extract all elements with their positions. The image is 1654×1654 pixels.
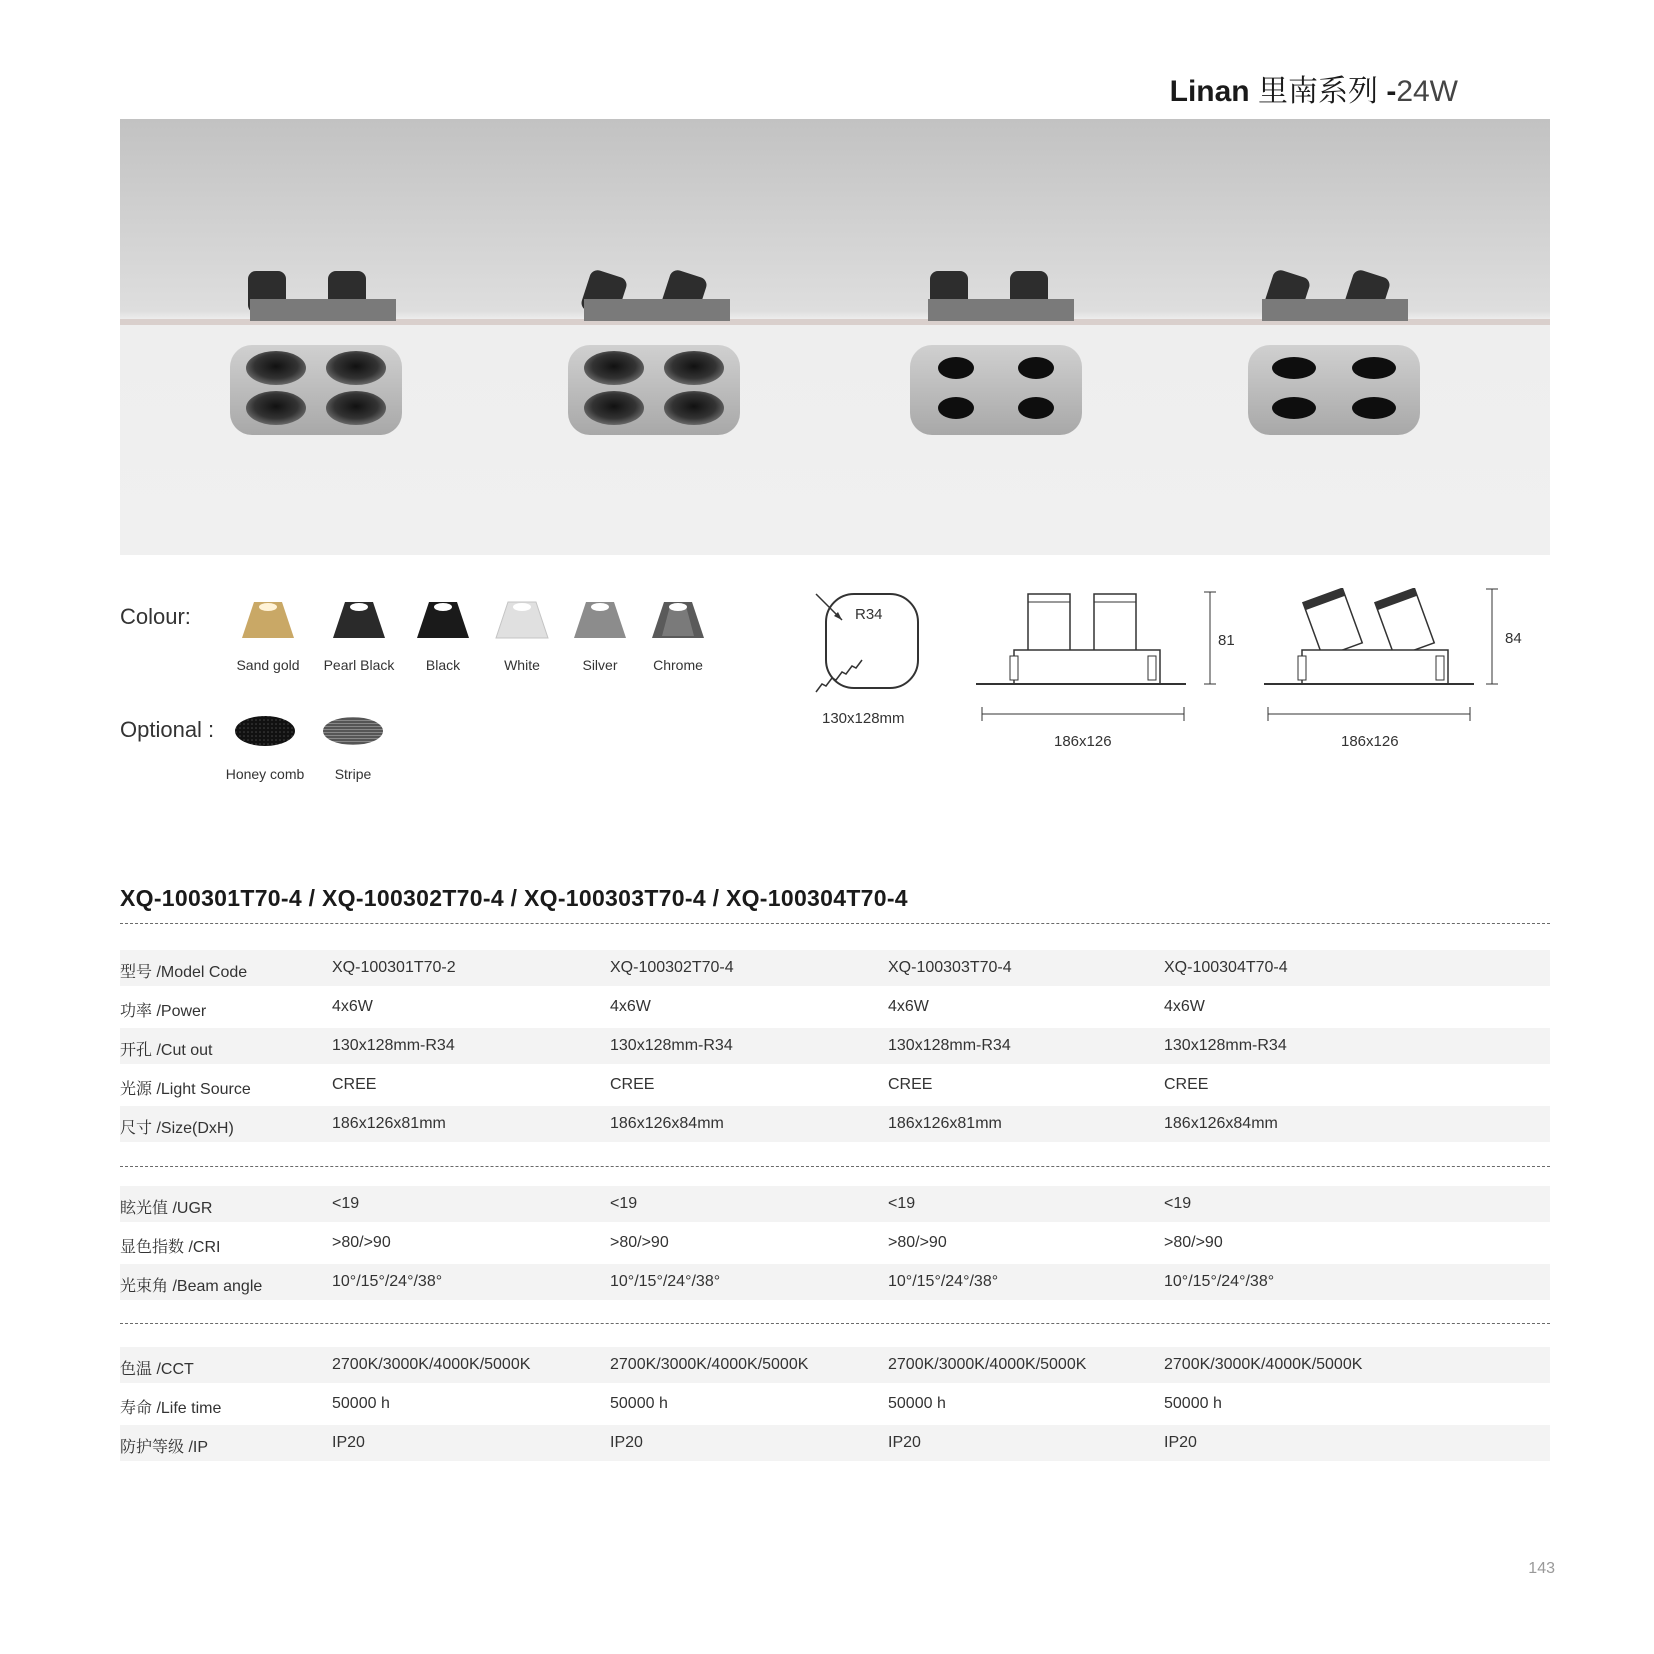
cell-value: 186x126x84mm <box>610 1115 724 1132</box>
cutout-diagram <box>812 588 922 700</box>
optional-item-label: Honey comb <box>225 766 305 782</box>
cell-value: 50000 h <box>332 1395 390 1412</box>
cell-value: XQ-100302T70-4 <box>610 959 734 976</box>
colour-label: Colour: <box>120 604 191 629</box>
cell-value: 4x6W <box>610 998 651 1015</box>
title-power: 24W <box>1396 75 1458 108</box>
cell-value: 186x126x84mm <box>1164 1115 1278 1132</box>
cell-value: 50000 h <box>888 1395 946 1412</box>
cell-value: 4x6W <box>888 998 929 1015</box>
page-number: 143 <box>1528 1560 1555 1577</box>
cell-value: 10°/15°/24°/38° <box>888 1273 999 1290</box>
cell-value: 2700K/3000K/4000K/5000K <box>610 1356 809 1373</box>
swatch-silver-icon <box>572 598 628 642</box>
table-row <box>120 989 1550 1025</box>
row-label: 功率 /Power <box>120 1003 207 1020</box>
cell-value: XQ-100304T70-4 <box>1164 959 1288 976</box>
table-row <box>120 1425 1550 1461</box>
table-row <box>120 1386 1550 1422</box>
row-label: 防护等级 /IP <box>120 1439 209 1456</box>
divider <box>120 1323 1550 1324</box>
cell-value: 2700K/3000K/4000K/5000K <box>1164 1356 1363 1373</box>
swatch-chrome-icon <box>650 598 706 642</box>
stripe-icon <box>322 714 384 748</box>
table-row <box>120 1106 1550 1142</box>
cell-value: >80/>90 <box>888 1234 947 1251</box>
cell-value: CREE <box>1164 1076 1209 1093</box>
cell-value: 186x126x81mm <box>332 1115 446 1132</box>
cell-value: 4x6W <box>332 998 373 1015</box>
cell-value: <19 <box>332 1195 360 1212</box>
cell-value: 10°/15°/24°/38° <box>610 1273 721 1290</box>
cell-value: 10°/15°/24°/38° <box>332 1273 443 1290</box>
cell-value: IP20 <box>888 1434 921 1451</box>
table-row <box>120 1264 1550 1300</box>
cell-value: CREE <box>332 1076 377 1093</box>
row-label: 尺寸 /Size(DxH) <box>120 1120 234 1137</box>
divider <box>120 1166 1550 1167</box>
side-view-fixed <box>976 588 1226 708</box>
optional-item-label: Stripe <box>334 766 372 782</box>
series-name: Linan <box>1169 75 1250 108</box>
cell-value: >80/>90 <box>332 1234 391 1251</box>
height-label-1: 81 <box>1218 632 1235 649</box>
row-label: 眩光值 /UGR <box>120 1200 213 1217</box>
row-label: 开孔 /Cut out <box>120 1042 213 1059</box>
cell-value: XQ-100301T70-2 <box>332 959 456 976</box>
cell-value: 130x128mm-R34 <box>332 1037 455 1054</box>
cell-value: 10°/15°/24°/38° <box>1164 1273 1275 1290</box>
cell-value: 4x6W <box>1164 998 1205 1015</box>
divider <box>120 923 1550 924</box>
honeycomb-icon <box>234 714 296 748</box>
cell-value: IP20 <box>332 1434 365 1451</box>
cell-value: 186x126x81mm <box>888 1115 1002 1132</box>
swatch-pearl-black-icon <box>331 598 387 642</box>
cell-value: CREE <box>888 1076 933 1093</box>
cell-value: 2700K/3000K/4000K/5000K <box>888 1356 1087 1373</box>
cell-value: IP20 <box>1164 1434 1197 1451</box>
models-heading: XQ-100301T70-4 / XQ-100302T70-4 / XQ-100303T70-4 / XQ-100304T70-4 <box>120 885 908 911</box>
cell-value: <19 <box>1164 1195 1192 1212</box>
cell-value: CREE <box>610 1076 655 1093</box>
swatch-label: Chrome <box>653 657 703 673</box>
optional-label: Optional : <box>120 717 215 742</box>
cell-value: IP20 <box>610 1434 643 1451</box>
swatch-label: Black <box>425 657 461 673</box>
row-label: 色温 /CCT <box>120 1361 194 1378</box>
cell-value: 2700K/3000K/4000K/5000K <box>332 1356 531 1373</box>
product-hero-image <box>120 119 1550 555</box>
width-label-2: 186x126 <box>1341 733 1399 750</box>
row-label: 寿命 /Life time <box>120 1400 222 1417</box>
row-label: 型号 /Model Code <box>120 964 248 981</box>
row-label: 光源 /Light Source <box>120 1081 251 1098</box>
cell-value: 50000 h <box>610 1395 668 1412</box>
cell-value: <19 <box>610 1195 638 1212</box>
series-cn: 里南系列 <box>1257 75 1378 108</box>
swatch-sand-gold-icon <box>240 598 296 642</box>
cell-value: >80/>90 <box>610 1234 669 1251</box>
table-row <box>120 1028 1550 1064</box>
swatch-black-icon <box>415 598 471 642</box>
cell-value: 130x128mm-R34 <box>1164 1037 1287 1054</box>
swatch-label: White <box>504 657 540 673</box>
table-row <box>120 1186 1550 1222</box>
height-label-2: 84 <box>1505 630 1522 647</box>
width-label-1: 186x126 <box>1054 733 1112 750</box>
page-title <box>1170 66 1458 110</box>
cell-value: 130x128mm-R34 <box>610 1037 733 1054</box>
title-separator: - <box>1386 75 1397 108</box>
cell-value: <19 <box>888 1195 916 1212</box>
radius-label: R34 <box>855 606 883 623</box>
row-label: 光束角 /Beam angle <box>120 1278 263 1295</box>
cell-value: >80/>90 <box>1164 1234 1223 1251</box>
cell-value: 50000 h <box>1164 1395 1222 1412</box>
row-label: 显色指数 /CRI <box>120 1239 221 1256</box>
table-row <box>120 1225 1550 1261</box>
table-row <box>120 1347 1550 1383</box>
cell-value: XQ-100303T70-4 <box>888 959 1012 976</box>
cell-value: 130x128mm-R34 <box>888 1037 1011 1054</box>
swatch-label: Sand gold <box>236 657 300 673</box>
table-row <box>120 1067 1550 1103</box>
width-dimension-line-1 <box>980 706 1190 722</box>
swatch-label: Silver <box>582 657 618 673</box>
swatch-label: Pearl Black <box>323 657 395 673</box>
width-dimension-line-2 <box>1266 706 1476 722</box>
cutout-size-label: 130x128mm <box>822 710 905 727</box>
swatch-white-icon <box>494 598 550 642</box>
side-view-tilted <box>1262 588 1512 708</box>
table-row <box>120 950 1550 986</box>
